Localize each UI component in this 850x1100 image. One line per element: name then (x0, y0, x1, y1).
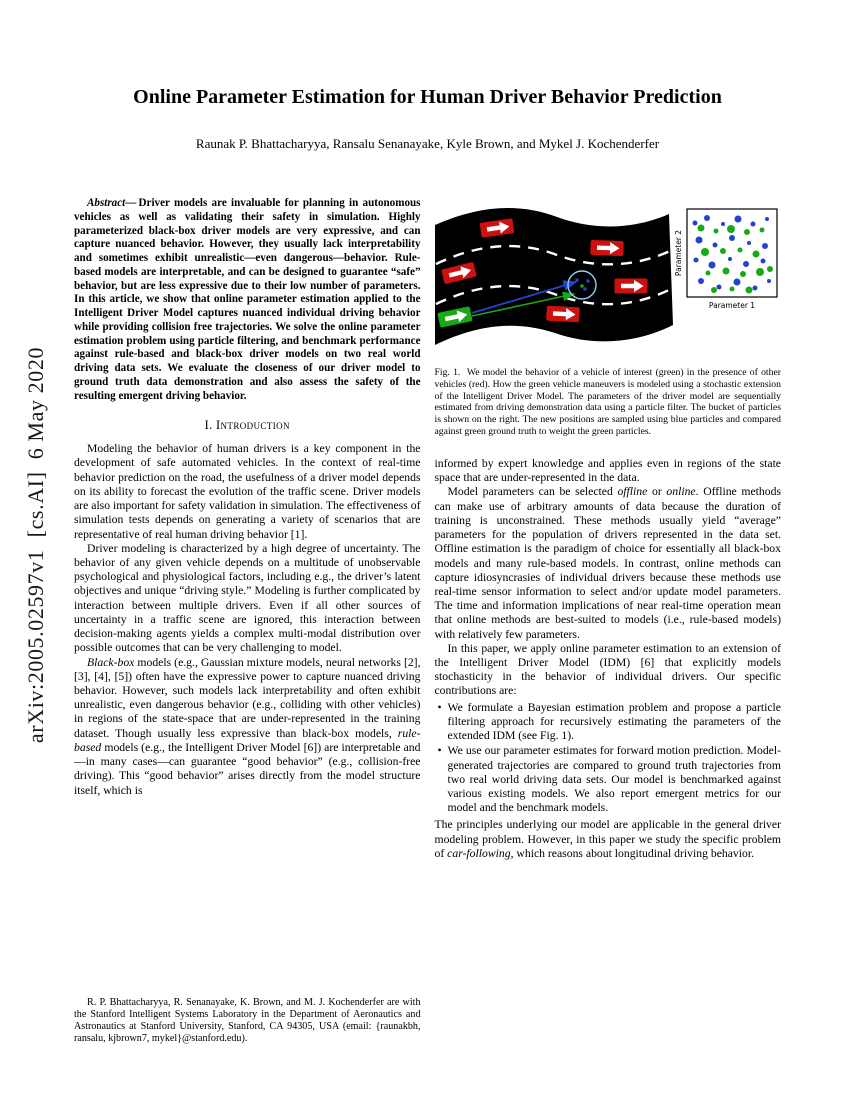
paragraph (435, 642, 782, 699)
text-segment: . Offline methods can make use of arbitrary amounts of data because the duration of training is unconstrained. These methods usually yield “average” parameters for the population of drivers represented in the data set. Offline estimation is the paradigm of choice for essentially all black-box models and many rule-based models. In contrast, online methods can capture idiosyncrasies of individual drivers because these methods use real-time sensor information to select and/or update model parameters. The time and information implications of near real-time operation mean that online methods are best-suited to models (i.e., rule-based models) with relatively few parameters. (434, 485, 781, 641)
text-segment: R. P. Bhattacharyya, R. Senanayake, K. Brown, and M. J. Kochenderfer are with the Stanford Intelligent Systems Laboratory in the Department of Aeronautics and Astronautics at Stanford University, Stanford, CA 94305, USA (email: {raunakbh, ransalu, kjbrown7, mykel}@stanford.edu). (74, 996, 421, 1044)
particle-dot (695, 237, 702, 244)
paragraph (74, 656, 421, 798)
particle-dot (711, 287, 717, 293)
section-heading-introduction: I. Introduction (204, 418, 290, 433)
text-segment: Model parameters can be selected (447, 485, 618, 499)
particle-dot (575, 278, 579, 282)
particle-dot (720, 248, 726, 254)
particle-dot (705, 271, 710, 276)
text-segment: In this paper, we apply online parameter estimation to an extension of the Intelligent Driver Model (IDM) [6] that explicitly models stochasticity in the behavior of individual drivers. Our specific contributions are: (434, 641, 781, 698)
particle-dot (759, 228, 764, 233)
particle-dot (712, 243, 717, 248)
figure-1-caption: Fig. 1. We model the behavior of a vehicle of interest (green) in the presence of other vehicles (red). How the green vehicle maneuvers is modeled using a stochastic extension of the Intelligent Driver Model. The parameters of the driver model are sequentially estimated from driving demonstration data using a particle filter. The bucket of particles is shown on the right. The new positions are sampled using blue particles and compared against green ground truth to weight the green particles. (434, 367, 781, 438)
text-segment: Black-box (87, 655, 135, 669)
particle-dot (586, 279, 590, 283)
particle-dot (692, 221, 697, 226)
particle-dot (747, 241, 751, 245)
particle-dot (733, 279, 740, 286)
text-segment: rule-based (74, 726, 421, 754)
paragraph (435, 457, 782, 485)
author-affiliation-footnote (74, 997, 421, 1045)
text-segment: — Driver models are invaluable for planning in autonomous vehicles as well as validating their safety in simulation. Highly parameterized black-box driver models are very expressive, and can capture nuanced behavior. However, they usually lack interpretability and sometimes exhibit unrealistic—even dangerous—behavior. Rule-based models are interpretable, and can be designed to guarantee “safe” behavior, but are less expressive due to their low number of parameters. In this article, we show that online parameter estimation applied to the Intelligent Driver Model captures nuanced individual driving behavior while providing collision free trajectories. We solve the online parameter estimation problem using particle filtering, and benchmark performance against rule-based and black-box driver models on two real world driving data sets. We evaluate the closeness of our driver model to ground truth data demonstration and also assess the safety of the resulting emergent driving behavior. (74, 197, 421, 402)
particle-dot (722, 268, 729, 275)
particle-dot (721, 222, 725, 226)
figure-1 (435, 197, 782, 438)
text-segment: We use our parameter estimates for forward motion prediction. Model-generated trajectories are compared to ground truth trajectories from two real world driving data sets. Our model is benchmarked against various existing models. We also report emergent metrics for our model and the benchmark models. (447, 744, 781, 815)
arxiv-watermark: arXiv:2005.02597v1 [cs.AI] 6 May 2020 (23, 346, 48, 744)
red-vehicle (614, 278, 648, 294)
particle-dot (737, 248, 742, 253)
particle-dot (767, 279, 771, 283)
particle-dot (767, 266, 773, 272)
text-segment: models (e.g., the Intelligent Driver Model [6]) are interpretable and—in many cases—can guarantee “good behavior” (e.g., collision-free driving). This “good behavior” arises directly from the model structure itself, which is (74, 740, 421, 797)
text-segment: Abstract (87, 197, 126, 209)
paragraph (74, 542, 421, 656)
red-vehicle (589, 239, 624, 256)
text-segment: Modeling the behavior of human drivers is a key component in the development of safe automated vehicles. In the context of real-time behavior prediction on the road, the usefulness of a driver model depends on its ability to forecast the evolution of the traffic scene. Driver models are also important for safety validation in simulation. The effectiveness of simulation tests depends on generating a variety of scenarios that are representative of real human driving behavior [1]. (74, 442, 421, 541)
figure-1-diagram (435, 197, 781, 357)
paragraph (435, 818, 782, 861)
two-column-layout (74, 197, 781, 1045)
right-column (435, 197, 782, 1045)
text-segment: models (e.g., Gaussian mixture models, neural networks [2], [3], [4], [5]) often have the expressive power to capture nuanced driving behavior. However, such models lack interpretability and often exhibit unrealistic, even dangerous behavior (e.g., colliding with other vehicles) in regions of the state-space that are under-represented in the training dataset. Though usually less expressive than black-box models, (74, 655, 421, 740)
particle-dot (765, 217, 769, 221)
particle-dot (756, 268, 764, 276)
particle-dot (728, 257, 732, 261)
paragraph (435, 485, 782, 641)
left-column (74, 197, 421, 1045)
text-segment: Driver modeling is characterized by a high degree of uncertainty. The behavior of any given vehicle depends on a multitude of unobservable psychological and physiological factors, including e.g., the driver’s latent objectives and unique “driving style.” Modeling is further complicated by interaction between multiple drivers. Even if all other sources of uncertainty in a traffic scene are ignored, this interaction between decision-making agents yields a complex multi-modal distribution over possible outcomes that can be very challenging to model. (74, 541, 421, 655)
particle-dot (708, 262, 715, 269)
particle-dot (698, 278, 704, 284)
text-segment: informed by expert knowledge and applies even in regions of the state space that are under-represented in the data. (434, 456, 781, 485)
list-item (435, 744, 782, 815)
particle-dot (740, 271, 746, 277)
particle-dot (734, 216, 741, 223)
particle-dot (744, 229, 750, 235)
particle-dot (729, 235, 735, 241)
text-segment: offline (617, 485, 648, 499)
text-segment: We formulate a Bayesian estimation problem and propose a particle filtering approach for recursively estimating the parameters of the extended IDM (see Fig. 1). (447, 700, 781, 743)
particle-bucket-panel (674, 209, 777, 310)
particle-dot (727, 225, 735, 233)
list-item (435, 701, 782, 744)
text-segment: online (666, 485, 696, 499)
paper-content (74, 86, 781, 1045)
particle-dot (713, 229, 718, 234)
particle-dot (762, 243, 768, 249)
particle-dot (743, 261, 749, 267)
particle-dot (752, 251, 759, 258)
y-axis-label: Parameter 2 (673, 229, 683, 277)
particle-dot (752, 286, 757, 291)
particle-dot (704, 215, 710, 221)
particle-dot (750, 222, 755, 227)
text-segment: The principles underlying our model are applicable in the general driver modeling problem. However, in this paper we study the specific problem of (434, 818, 781, 860)
paragraph (74, 442, 421, 542)
paper-authors: Raunak P. Bhattacharyya, Ransalu Senanayake, Kyle Brown, and Mykel J. Kochenderfer (195, 136, 660, 151)
particle-dot (697, 225, 704, 232)
particle-dot (729, 287, 734, 292)
red-vehicle (545, 305, 580, 323)
particle-dot (580, 284, 584, 288)
particle-dot (745, 287, 752, 294)
particle-dot (716, 285, 721, 290)
text-segment: car-following (447, 846, 511, 860)
particle-dot (693, 258, 698, 263)
abstract-paragraph (74, 197, 421, 403)
particle-dot (760, 259, 765, 264)
text-segment: , which reasons about longitudinal driving behavior. (510, 846, 755, 860)
sampled-particles-green (580, 284, 584, 288)
text-segment: or (647, 485, 667, 499)
contributions-list (435, 701, 782, 817)
particle-dot (583, 287, 587, 291)
particle-dot (701, 248, 709, 256)
x-axis-label: Parameter 1 (708, 301, 755, 310)
paper-title: Online Parameter Estimation for Human Driver Behavior Prediction (133, 86, 722, 108)
